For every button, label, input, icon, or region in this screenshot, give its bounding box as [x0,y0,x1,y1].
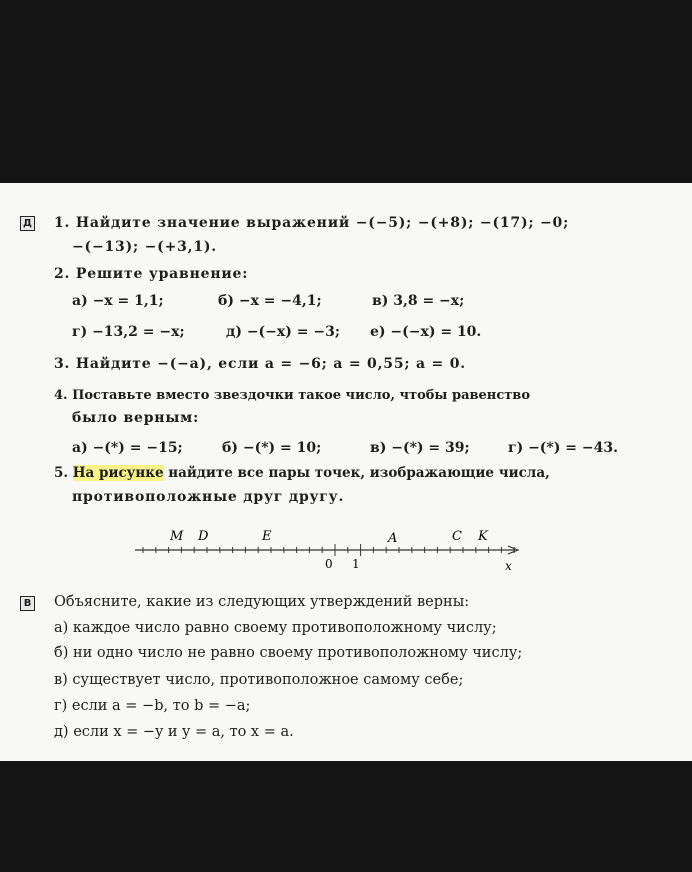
statement-b: б) ни одно число не равно своему противоположному числу; [54,645,523,661]
task3-text: Найдите −(−a), если a = −6; a = 0,55; a = 0. [75,356,466,372]
label-d: D [198,529,209,544]
textbook-page [0,183,692,761]
task4-text: Поставьте вместо звездочки такое число, чтобы равенство [72,388,530,403]
tick-label-one: 1 [352,557,360,571]
task1-line2: −(−13); −(+3,1). [72,239,217,255]
section-d-icon: Д [20,216,35,231]
label-e: E [262,529,272,544]
task1-text: Найдите значение выражений −(−5); −(+8); −(17); −0; [75,215,570,231]
task4-v: в) −(*) = 39; [370,440,470,456]
task2-b: б) −x = −4,1; [218,293,322,309]
task2-number: 2. [54,266,71,282]
task2-d: д) −(−x) = −3; [226,324,341,340]
task1-line1 [54,214,569,232]
task1-number: 1. [54,215,71,231]
task2-a: а) −x = 1,1; [72,293,164,309]
task2-v: в) 3,8 = −x; [372,293,465,309]
task5-number: 5. [54,465,69,481]
statement-a: а) каждое число равно своему противоположному числу; [54,620,497,636]
task3-line [54,355,466,373]
task4-g: г) −(*) = −43. [508,440,618,456]
task4-line1 [54,387,530,405]
label-c: C [452,529,462,544]
tick-label-zero: 0 [325,557,333,571]
label-k: K [478,529,488,544]
task5-line2: противоположные друг другу. [72,489,345,505]
task2-text: Решите уравнение: [75,266,249,282]
axis-label-x: x [505,559,512,573]
task4-line2: было верным: [72,410,200,426]
label-a: A [388,531,398,546]
task4-number: 4. [54,388,68,403]
task3-number: 3. [54,356,71,372]
task2-g: г) −13,2 = −x; [72,324,185,340]
task5-highlight: На рисунке [72,465,164,481]
task4-a: а) −(*) = −15; [72,440,183,456]
number-line [130,528,530,578]
statement-d: д) если x = −y и y = a, то x = a. [54,724,294,740]
task2-title [54,265,248,283]
section-v-icon: В [20,596,35,611]
task4-b: б) −(*) = 10; [222,440,322,456]
label-m: M [170,529,184,544]
section-v-title: Объясните, какие из следующих утверждений верны: [54,594,470,610]
task2-e: е) −(−x) = 10. [370,324,482,340]
task5-text: найдите все пары точек, изображающие числа, [168,465,550,481]
task5-line1 [54,464,550,482]
statement-v: в) существует число, противоположное самому себе; [54,672,464,688]
statement-g: г) если a = −b, то b = −a; [54,698,251,714]
